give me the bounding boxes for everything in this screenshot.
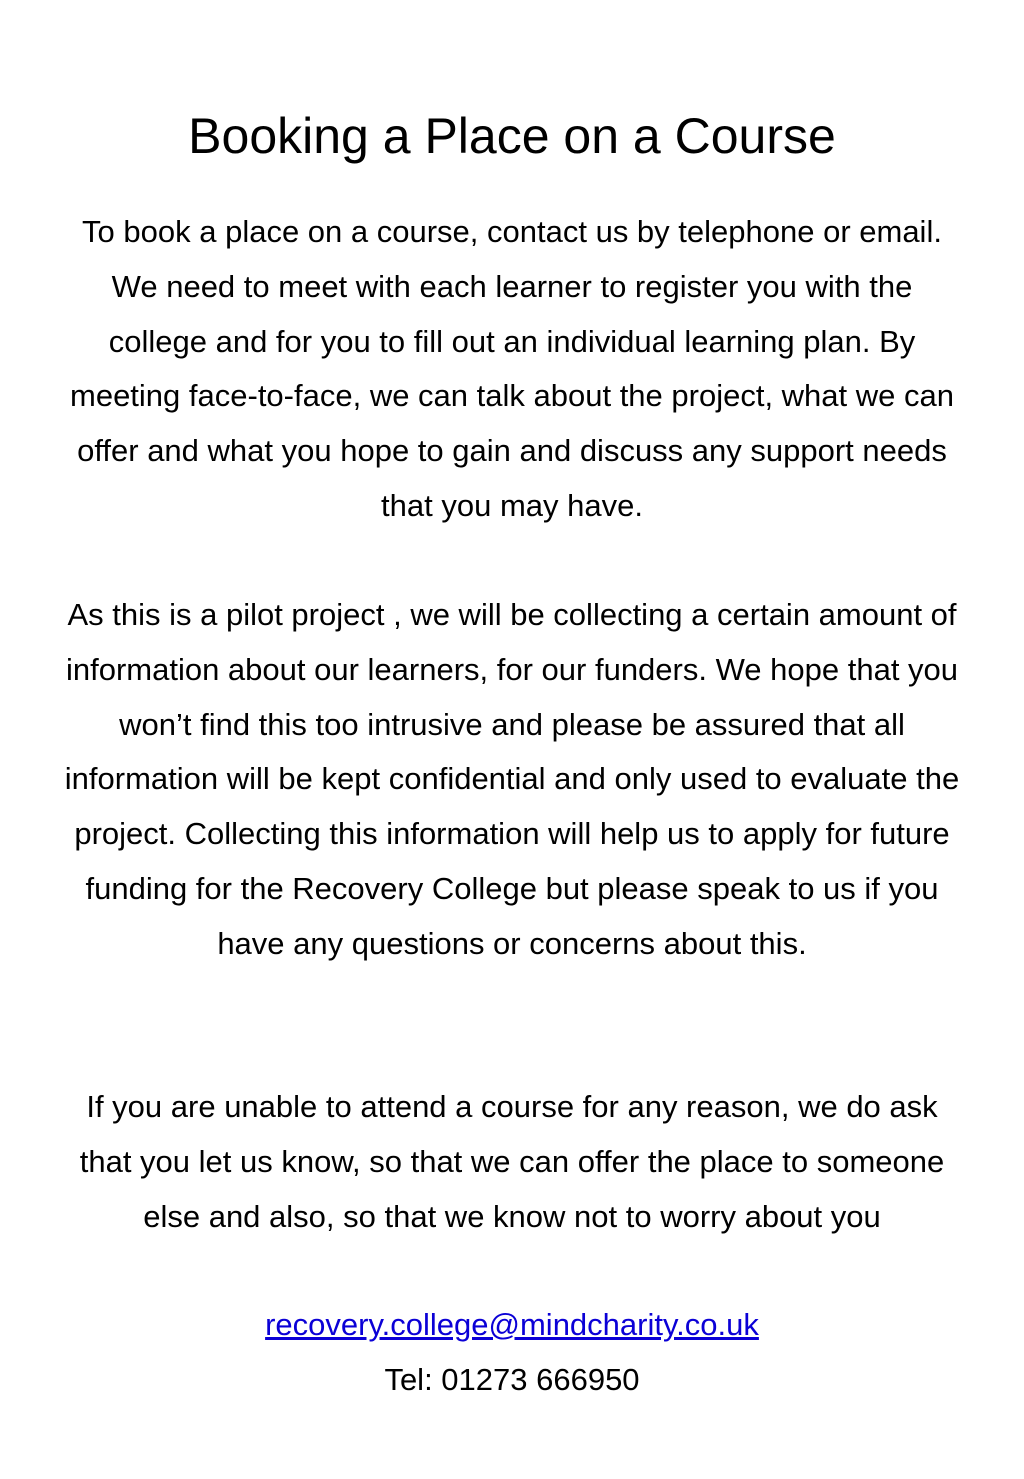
paragraph-booking-instructions: To book a place on a course, contact us by telephone or email. We need to meet with each learner to register you with the college and for you to fill out an individual learning plan. By meeting face-to-face, we can talk about the project, what we can offer and what you hope to gain and discuss any support needs that you may have.	[70, 214, 954, 523]
email-link[interactable]: recovery.college@mindcharity.co.uk	[265, 1307, 759, 1342]
paragraph-cancellation-request: If you are unable to attend a course for any reason, we do ask that you let us know, so that we can offer the place to someone else and also, so that we know not to worry about you	[79, 1089, 945, 1234]
telephone-number: Tel: 01273 666950	[384, 1362, 640, 1397]
paragraph-pilot-project-info: As this is a pilot project , we will be collecting a certain amount of information about our learners, for our funders. We hope that you won’t find this too intrusive and please be assured that all information will be kept confidential and only used to evaluate the project. Collecting this information will help us to apply for future funding for the Recovery College but please speak to us if you have any questions or concerns about this.	[64, 597, 960, 961]
email-line	[0, 1298, 1024, 1353]
page-title: Booking a Place on a Course	[188, 108, 836, 164]
